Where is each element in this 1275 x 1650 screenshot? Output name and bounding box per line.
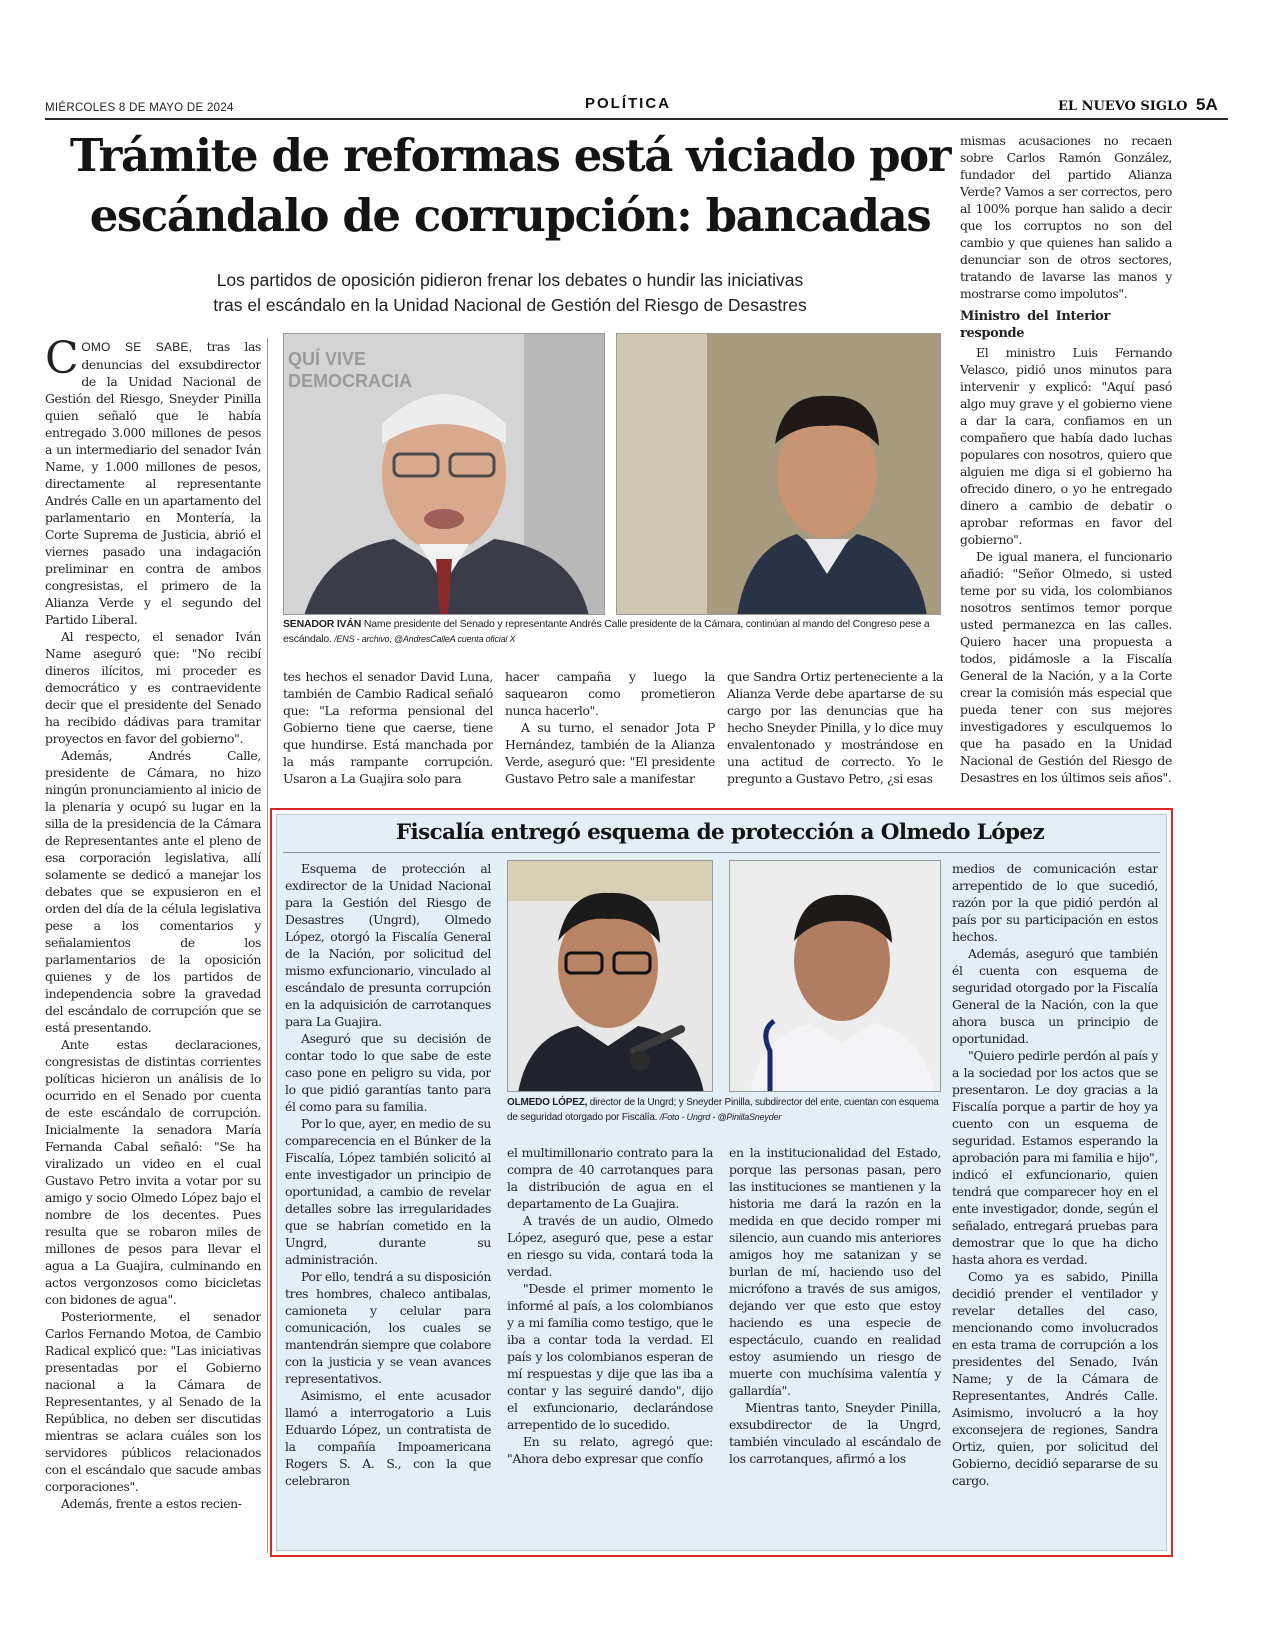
article-paragraph: Además, frente a estos recien- (61, 1496, 242, 1511)
sidebar-paragraph: Por lo que, ayer, en medio de su comparecencia en el Búnker de la Fiscalía, López también solicitó al ente investigador un principio de oportunidad, a cambio de revelar detalles sobre las irregularidades que se habrían cometido en la Ungrd, durante su administración. (285, 1116, 491, 1267)
sidebar-paragraph: en la institucionalidad del Estado, porque las personas pasan, pero las instituciones se mantienen y la historia me dará la razón en la medida en que decido romper mi silencio, aun cuando mis anteriores amigos hoy me satanizan y se burlan de mí, haciendo uso del micrófono a través de sus amigos, dejando ver que esto que estoy haciendo es una especie de espectáculo, cuando en realidad estoy asumiendo un riesgo de muerte con muchísima valentía y gallardía". (729, 1145, 941, 1398)
article-paragraph: A su turno, el senador Jota P Hernández, también de la Alianza Verde, aseguró que: "El presidente Gustavo Petro sale a manifestar (505, 720, 715, 786)
sidebar-photo-caption (507, 1096, 943, 1125)
photo-olmedo-lopez (507, 860, 713, 1092)
section-subhead: Ministro del Interior responde (960, 309, 1110, 341)
article-paragraph: que Sandra Ortiz perteneciente a la Alianza Verde debe apartarse de su cargo por las denuncias que ha hecho Sneyder Pinilla, y lo dice muy envalentonado y mostrándose en una actitud de correcto. Yo le pregunto a Gustavo Petro, ¿si esas (727, 669, 943, 786)
sidebar-paragraph: "Quiero pedirle perdón al país y a la sociedad por los actos que se presentaron. Le doy gracias a la Fiscalía porque a partir de hoy ya cuento con un esquema de seguridad. Estamos esperando la aprobación para mi familia e hijo", indicó el exfuncionario, quien tendrá que comparecer hoy en el ente investigador, donde, según el señalado, entregará pruebas para demostrar que lo que ha dicho hasta ahora es verdad. (952, 1048, 1158, 1267)
article-paragraph: hacer campaña y luego la saquearon como prometieron nunca hacerlo". (505, 669, 715, 718)
headline-line-2: escándalo de corrupción: bancadas (89, 189, 931, 242)
issue-date: MIÉRCOLES 8 DE MAYO DE 2024 (45, 102, 234, 114)
sidebar-paragraph: Mientras tanto, Sneyder Pinilla, exsubdirector de la Ungrd, también vinculado al escándalo de los carrotanques, afirmó a los (729, 1400, 941, 1466)
sidebar-title: Fiscalía entregó esquema de protección a Olmedo López (395, 820, 1045, 845)
sidebar-column-1 (285, 860, 491, 1550)
article-paragraph: Además, Andrés Calle, presidente de Cámara, no hizo ningún pronunciamiento al inicio de la plenaria y ocupó su lugar en la silla de la presidencia de la Cámara de Representantes ante el pleno de esa corporación legislativa, allí solamente se dedicó a manejar los debates que se expusieron en el orden del día de la célula legislativa pese a los comentarios y señalamientos de los parlamentarios de la oposición quienes y de los partidos de independencia sobre la gravedad del escándalo de corrupción que se está presentando. (45, 748, 261, 1035)
article-column-2 (283, 668, 493, 790)
article-paragraph: tes hechos el senador David Luna, también de Cambio Radical señaló que: "La reforma pensional del Gobierno tiene que caerse, tiene que hundirse. Está manchada por la más rampante corrupción. Usaron a La Guajira solo para (283, 669, 493, 786)
article-column-4 (727, 668, 943, 790)
article-paragraph: El ministro Luis Fernando Velasco, pidió unos minutos para intervenir y explicó: "Aquí pasó algo muy grave y el gobierno viene a dar la cara, confiamos en un compañero que había dado luchas populares con nosotros, quiero que alguien me diga si el gobierno ha ofrecido dinero, o yo he entregado dinero a cambio de debatir o aprobar reformas en favor del gobierno". (960, 345, 1172, 547)
sidebar-paragraph: el multimillonario contrato para la compra de 40 carrotanques para la distribución de agua en el departamento de La Guajira. (507, 1145, 713, 1211)
photo-credit: /ENS - archivo, @AndresCalleA cuenta oficial X (331, 634, 516, 644)
section-label: POLÍTICA (585, 95, 671, 112)
olmedo-portrait-illustration (508, 861, 713, 1092)
sidebar-caption-text: director de la Ungrd; y Sneyder Pinilla, subdirector del ente, cuentan con esquema de seguridad otorgado por Fiscalía. (507, 1097, 939, 1123)
sidebar-photo-credit: /Foto - Ungrd - @PinillaSneyder (657, 1112, 782, 1122)
sidebar-paragraph: Por ello, tendrá a su disposición tres hombres, chaleco antibalas, camioneta y celular para comunicación, los cuales se mantendrán siempre que colabore con la justicia y se vean avances representativos. (285, 1269, 491, 1386)
sidebar-paragraph: Además, aseguró que también él cuenta con esquema de seguridad otorgado por la Fiscalía General de la Nación, con la que ahora busca un principio de oportunidad. (952, 946, 1158, 1046)
article-lead-paragraph: COMO SE SABE, tras las denuncias del exsubdirector de la Unidad Nacional de Gestión del Riesgo, Sneyder Pinilla quien señaló que le había entregado 3.000 millones de pesos a un intermediario del senador Iván Name, y 1.000 millones de pesos, directamente al representante Andrés Calle en un apartamento del parlamentario en Montería, la Corte Suprema de Justicia, abrió el viernes pasado una indagación preliminar en contra de ambos congresistas, el primero de la Alianza Verde y el segundo del Partido Liberal. (45, 338, 261, 627)
newspaper-name: EL NUEVO SIGLO (1058, 99, 1188, 114)
photo-caption (283, 617, 943, 647)
photo-representative-andres-calle (616, 333, 941, 615)
caption-lead: SENADOR IVÁN (283, 618, 362, 630)
subheadline-line-2: tras el escándalo en la Unidad Nacional de Gestión del Riesgo de Desastres (213, 295, 807, 315)
drop-cap: C (45, 338, 79, 384)
photo-sneyder-pinilla (729, 860, 941, 1092)
sidebar-title-rule (283, 852, 1160, 853)
sidebar-paragraph: Asimismo, el ente acusador llamó a interrogatorio a Luis Eduardo López, un contratista de la compañía Impoamericana Rogers S. A. S., con la que celebraron (285, 1388, 491, 1488)
sidebar-column-2 (507, 1144, 713, 1550)
sidebar-column-3 (729, 1144, 941, 1550)
sidebar-paragraph: "Desde el primer momento le informé al país, a los colombianos y a mi familia como testigo, que le iba a contar toda la verdad. El país y los colombianos esperan de mí respuestas y dije que las iba a contar y las seguiré dando", dijo el exfuncionario, declarándose arrepentido de lo sucedido. (507, 1281, 713, 1432)
article-column-5 (960, 132, 1172, 800)
sidebar-caption-lead: OLMEDO LÓPEZ, (507, 1097, 588, 1108)
lead-in: OMO SE SABE, (81, 340, 193, 354)
subheadline-line-1: Los partidos de oposición pidieron frenar los debates o hundir las iniciativas (216, 270, 804, 290)
backdrop-text: QUÍ VIVE DEMOCRACIA (288, 349, 412, 391)
caption-text: Name presidente del Senado y representante Andrés Calle presidente de la Cámara, continúan al mando del Congreso pese a escándalo. (283, 618, 930, 645)
headline-line-1: Trámite de reformas está viciado por (69, 129, 951, 182)
page-number: 5A (1196, 95, 1218, 114)
header-rule (45, 118, 1228, 120)
article-paragraph: Posteriormente, el senador Carlos Fernando Motoa, de Cambio Radical explicó que: "Las iniciativas presentadas por el Gobierno nacional a la Cámara de Representantes, y al Senado de la República, no deben ser discutidas mientras se aclara cuáles son los servidores públicos relacionados con el escándalo que sacude ambas corporaciones". (45, 1309, 261, 1494)
headline (60, 126, 960, 246)
article-paragraph: mismas acusaciones no recaen sobre Carlos Ramón González, fundador del partido Alianza Verde? Vamos a ser correctos, pero al 100% porque han salido a decir que los corruptos no son del cambio y que quienes han salido a denunciar son de otros sectores, tratando de lavarse las manos y mostrarse como impolutos". (960, 133, 1172, 301)
article-paragraph: De igual manera, el funcionario añadió: "Señor Olmedo, si usted teme por su vida, los colombianos nosotros sentimos temor porque usted permanezca en las calles. Quiero hacer una propuesta a todos, pidámosle a la Fiscalía General de la Nación, y a la Corte crear la comisión más especial que pueda tener con sus mejores investigadores y esculquemos lo que ha pasado en la Unidad Nacional de Gestión del Riesgo de Desastres en los últimos seis años". (960, 549, 1172, 785)
sidebar-paragraph: En su relato, agregó que: "Ahora debo expresar que confío (507, 1434, 713, 1466)
sidebar-paragraph: A través de un audio, Olmedo López, aseguró que, pese a estar en riesgo su vida, contará toda la verdad. (507, 1213, 713, 1279)
sidebar-column-4 (952, 860, 1158, 1550)
article-column-1 (45, 338, 261, 1550)
sidebar-paragraph: Como ya es sabido, Pinilla decidió prender el ventilador y revelar detalles del caso, mencionando como involucrados en esta trama de corrupción a los presidentes del Senado, Iván Name; y de la Cámara de Representantes, Andrés Calle. Asimismo, involucró a la hoy exconsejera de regiones, Sandra Ortiz, quien, por solicitud del Gobierno, decidió separarse de su cargo. (952, 1269, 1158, 1488)
article-paragraph: Ante estas declaraciones, congresistas de distintas corrientes políticas hicieron un análisis de lo ocurrido en el Senado por cuenta de este escándalo de corrupción. Inicialmente la senadora María Fernanda Cabal señaló: "Se ha viralizado un video en el cual Gustavo Petro invita a votar por su amigo y socio Olmedo López bajo el nombre de los decentes. Pues resulta que se robaron miles de millones de pesos para llevar el agua a La Guajira, culminando en actos vergonzosos como bicicletas con bidones de agua". (45, 1037, 261, 1307)
representative-portrait-illustration (617, 334, 941, 615)
sidebar-paragraph: Aseguró que su decisión de contar todo lo que sabe de este caso pone en peligro su vida, por lo que pidió garantías tanto para él como para su familia. (285, 1031, 491, 1114)
sneyder-portrait-illustration (730, 861, 941, 1092)
column-divider (267, 338, 268, 1553)
article-column-3 (505, 668, 715, 790)
photo-senator-ivan-name (283, 333, 605, 615)
subheadline (120, 268, 900, 318)
sidebar-paragraph: medios de comunicación estar arrepentido de lo que sucedió, razón por la que pidió perdón al país por su participación en estos hechos. (952, 861, 1158, 944)
article-paragraph: Al respecto, el senador Iván Name aseguró que: "No recibí dineros ilícitos, mi proceder es democrático y es contraevidente decir que el presidente del Senado ha recibido dádivas para tramitar proyectos en favor del gobierno". (45, 629, 261, 746)
sidebar-paragraph: Esquema de protección al exdirector de la Unidad Nacional para la Gestión del Riesgo de Desastres (Ungrd), Olmedo López, otorgó la Fiscalía General de la Nación, por solicitud del mismo exfuncionario, vinculado al escándalo de presunta corrupción en la adquisición de carrotanques para La Guajira. (285, 861, 491, 1029)
